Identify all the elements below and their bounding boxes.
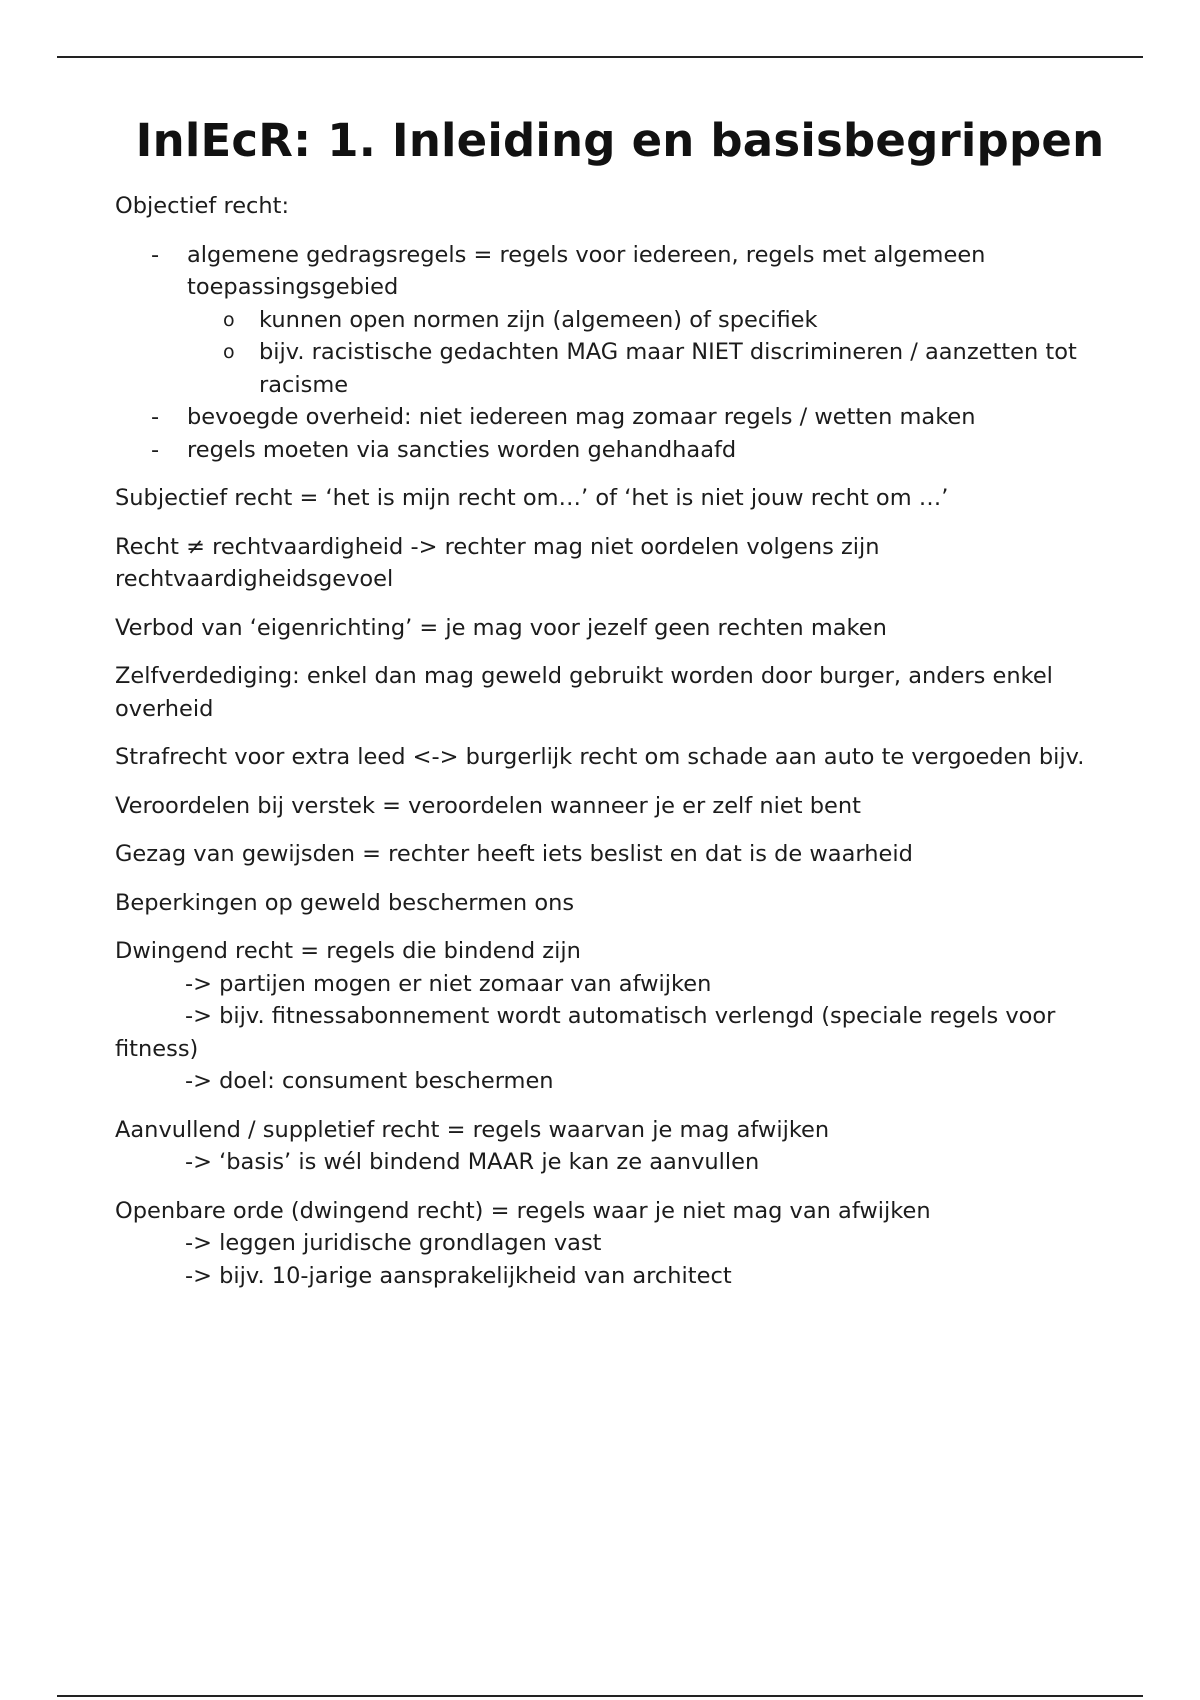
dash-bullet: - — [151, 241, 160, 268]
paragraph-subjectief-recht: Subjectief recht = ‘het is mijn recht om…’ of ‘het is niet jouw recht om …’ — [115, 485, 949, 511]
dwingend-line: -> doel: consument beschermen — [185, 1068, 554, 1094]
sub-list-item — [187, 304, 1115, 337]
list-item-text: algemene gedragsregels = regels voor iedereen, regels met algemeen toepassingsgebied — [187, 241, 986, 300]
dwingend-heading: Dwingend recht = regels die bindend zijn — [115, 938, 581, 964]
sub-list — [187, 304, 1115, 402]
paragraph-strafrecht: Strafrecht voor extra leed <-> burgerlijk recht om schade aan auto te vergoeden bijv. — [115, 744, 1085, 770]
paragraph-gewijsden: Gezag van gewijsden = rechter heeft iets beslist en dat is de waarheid — [115, 841, 913, 867]
paragraph-eigenrichting: Verbod van ‘eigenrichting’ = je mag voor jezelf geen rechten maken — [115, 614, 887, 641]
dwingend-line: -> bijv. fitnessabonnement wordt automatisch verlengd (speciale regels voor fitness) — [115, 1003, 1056, 1062]
circle-bullet: o — [223, 308, 235, 331]
sub-list-item-text: bijv. racistische gedachten MAG maar NIET discrimineren / aanzetten tot racisme — [259, 339, 1077, 398]
dash-bullet: - — [151, 436, 160, 463]
dash-bullet: - — [151, 404, 160, 430]
footer-rule — [57, 1695, 1143, 1697]
openbare-orde-section — [115, 1195, 1115, 1293]
paragraph-recht-rechtvaardigheid: Recht ≠ rechtvaardigheid -> rechter mag niet oordelen volgens zijn rechtvaardigheidsgevoel — [115, 533, 880, 592]
aanvullend-line: -> ‘basis’ is wél bindend MAAR je kan ze aanvullen — [185, 1149, 760, 1175]
openbare-orde-line: -> bijv. 10-jarige aansprakelijkheid van architect — [185, 1262, 732, 1289]
list-item-text: bevoegde overheid: niet iedereen mag zomaar regels / wetten maken — [187, 404, 976, 430]
aanvullend-recht-section — [115, 1114, 1115, 1179]
aanvullend-heading: Aanvullend / suppletief recht = regels waarvan je mag afwijken — [115, 1116, 830, 1143]
header-rule — [57, 56, 1143, 58]
list-item — [115, 401, 1115, 434]
objectief-list — [115, 239, 1115, 467]
openbare-orde-line: -> leggen juridische grondlagen vast — [185, 1230, 602, 1256]
sub-list-item-text: kunnen open normen zijn (algemeen) of specifiek — [259, 306, 818, 333]
openbare-orde-heading: Openbare orde (dwingend recht) = regels waar je niet mag van afwijken — [115, 1197, 931, 1224]
dwingend-line: -> partijen mogen er niet zomaar van afwijken — [185, 970, 712, 997]
list-item-text: regels moeten via sancties worden gehandhaafd — [187, 436, 737, 463]
sub-list-item — [187, 336, 1115, 401]
document-page — [115, 108, 1115, 1308]
circle-bullet: o — [223, 341, 235, 363]
paragraph-beperkingen: Beperkingen op geweld beschermen ons — [115, 889, 575, 916]
list-item — [115, 434, 1115, 467]
page-title: InlEcR: 1. Inleiding en basisbegrippen — [135, 114, 1105, 167]
paragraph-verstek: Veroordelen bij verstek = veroordelen wanneer je er zelf niet bent — [115, 792, 861, 819]
objectief-heading: Objectief recht: — [115, 193, 290, 219]
list-item — [115, 239, 1115, 402]
dwingend-recht-section — [115, 935, 1115, 1098]
paragraph-zelfverdediging: Zelfverdediging: enkel dan mag geweld gebruikt worden door burger, anders enkel overheid — [115, 663, 1053, 722]
